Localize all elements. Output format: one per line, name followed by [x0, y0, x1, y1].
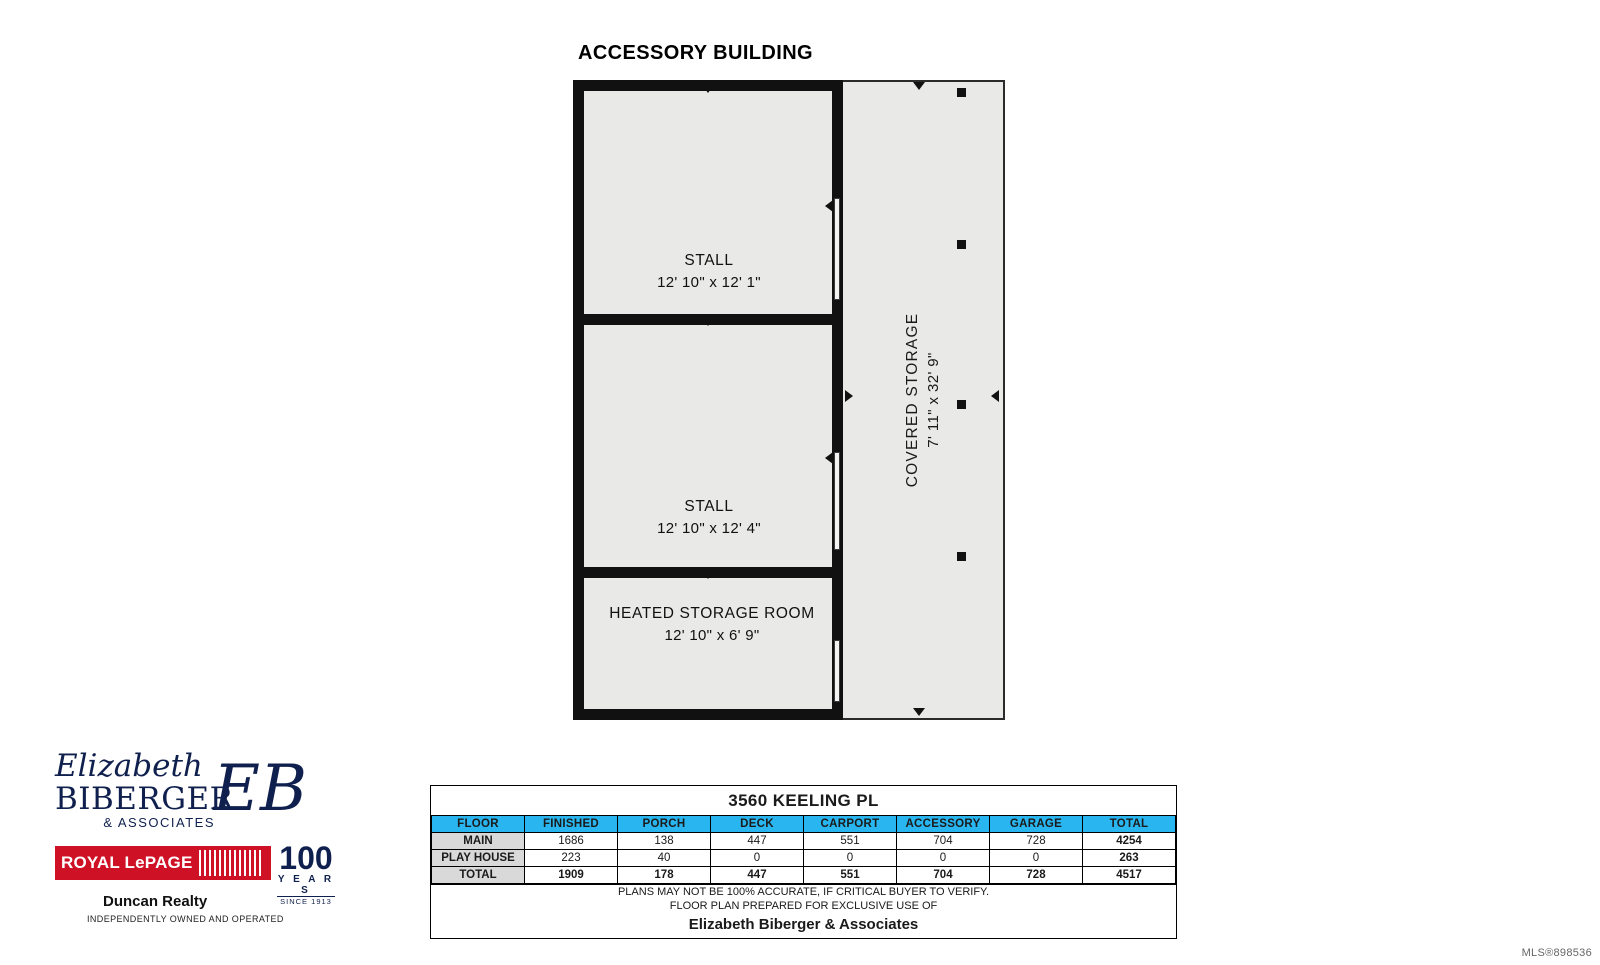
room-label-heated-storage — [567, 605, 857, 644]
stalls-block — [573, 80, 843, 720]
dimension-marker-icon — [991, 390, 999, 402]
logo-tagline: INDEPENDENTLY OWNED AND OPERATED — [87, 914, 284, 924]
cell-carport: 551 — [804, 867, 897, 884]
column-header-porch: PORCH — [618, 816, 711, 833]
sliding-door-stall-2 — [834, 452, 840, 550]
cell-garage: 0 — [990, 850, 1083, 867]
area-summary-table — [430, 785, 1177, 939]
room-name: HEATED STORAGE ROOM — [609, 605, 815, 622]
room-name: STALL — [684, 252, 734, 269]
anniversary-badge — [277, 842, 335, 906]
door-heated-storage — [834, 640, 840, 702]
logo-line-3: & ASSOCIATES — [103, 815, 215, 831]
cell-accessory: 704 — [897, 867, 990, 884]
dimension-marker-icon — [913, 708, 925, 716]
prepared-for-name: Elizabeth Biberger & Associates — [688, 916, 919, 933]
row-label: TOTAL — [432, 867, 525, 884]
cell-accessory: 704 — [897, 833, 990, 850]
dimension-marker-icon — [845, 390, 853, 402]
stripes-icon — [199, 850, 261, 876]
brokerage-logo — [55, 748, 335, 930]
dimension-marker-icon — [575, 200, 583, 212]
building-outline — [573, 80, 1005, 720]
room-name: STALL — [684, 498, 734, 515]
dimension-marker-icon — [913, 82, 925, 90]
cell-deck: 447 — [711, 833, 804, 850]
cell-garage: 728 — [990, 867, 1083, 884]
column-header-garage: GARAGE — [990, 816, 1083, 833]
dimension-marker-icon — [825, 200, 833, 212]
cell-carport: 551 — [804, 833, 897, 850]
dimension-marker-icon — [702, 318, 714, 326]
anniversary-since: SINCE 1913 — [277, 896, 335, 906]
dimension-marker-icon — [825, 452, 833, 464]
column-header-finished: FINISHED — [525, 816, 618, 833]
room-dimensions: 12' 10" x 12' 1" — [657, 274, 761, 291]
royal-lepage-bar — [55, 846, 271, 880]
table-row — [432, 833, 1176, 850]
cell-finished: 223 — [525, 850, 618, 867]
cell-garage: 728 — [990, 833, 1083, 850]
room-label-covered-storage — [841, 80, 1005, 720]
cell-carport: 0 — [804, 850, 897, 867]
office-name: Duncan Realty — [103, 893, 208, 910]
dimension-marker-icon — [575, 452, 583, 464]
page-title: ACCESSORY BUILDING — [578, 42, 814, 64]
column-header-carport: CARPORT — [804, 816, 897, 833]
anniversary-label: Y E A R S — [277, 874, 335, 896]
sliding-door-stall-1 — [834, 198, 840, 300]
dimension-marker-icon — [702, 85, 714, 93]
cell-finished: 1909 — [525, 867, 618, 884]
cell-porch: 178 — [618, 867, 711, 884]
table-header-row — [432, 816, 1176, 833]
room-dimensions: 12' 10" x 12' 4" — [657, 520, 761, 537]
cell-porch: 138 — [618, 833, 711, 850]
row-label: PLAY HOUSE — [432, 850, 525, 867]
anniversary-number: 100 — [279, 840, 333, 876]
areas-table — [431, 815, 1176, 884]
dimension-marker-icon — [702, 712, 714, 720]
row-label: MAIN — [432, 833, 525, 850]
dimension-marker-icon — [702, 571, 714, 579]
room-name: COVERED STORAGE — [904, 312, 921, 488]
cell-finished: 1686 — [525, 833, 618, 850]
column-header-deck: DECK — [711, 816, 804, 833]
table-row — [432, 867, 1176, 884]
room-label-stall-2 — [597, 498, 821, 537]
cell-deck: 447 — [711, 867, 804, 884]
cell-porch: 40 — [618, 850, 711, 867]
logo-line-2: BIBERGER — [55, 780, 234, 817]
room-label-stall-1 — [597, 252, 821, 291]
room-dimensions: 12' 10" x 6' 9" — [664, 627, 760, 644]
column-header-accessory: ACCESSORY — [897, 816, 990, 833]
cell-deck: 0 — [711, 850, 804, 867]
prepared-for-note: FLOOR PLAN PREPARED FOR EXCLUSIVE USE OF — [669, 900, 938, 912]
room-dimensions: 7' 11" x 32' 9" — [925, 352, 942, 448]
column-header-total: TOTAL — [1083, 816, 1176, 833]
mls-number: MLS®898536 — [1521, 947, 1592, 959]
cell-total: 263 — [1083, 850, 1176, 867]
table-row — [432, 850, 1176, 867]
table-title: 3560 KEELING PL — [728, 791, 879, 810]
disclaimer-note: PLANS MAY NOT BE 100% ACCURATE, IF CRITICAL BUYER TO VERIFY. — [617, 886, 990, 898]
column-header-floor: FLOOR — [432, 816, 525, 833]
cell-total: 4254 — [1083, 833, 1176, 850]
logo-line-1: Elizabeth — [55, 748, 203, 784]
cell-total: 4517 — [1083, 867, 1176, 884]
table-notes — [431, 884, 1176, 938]
royal-lepage-wordmark: ROYAL LePAGE — [61, 853, 193, 872]
cell-accessory: 0 — [897, 850, 990, 867]
monogram-icon: EB — [213, 752, 307, 826]
